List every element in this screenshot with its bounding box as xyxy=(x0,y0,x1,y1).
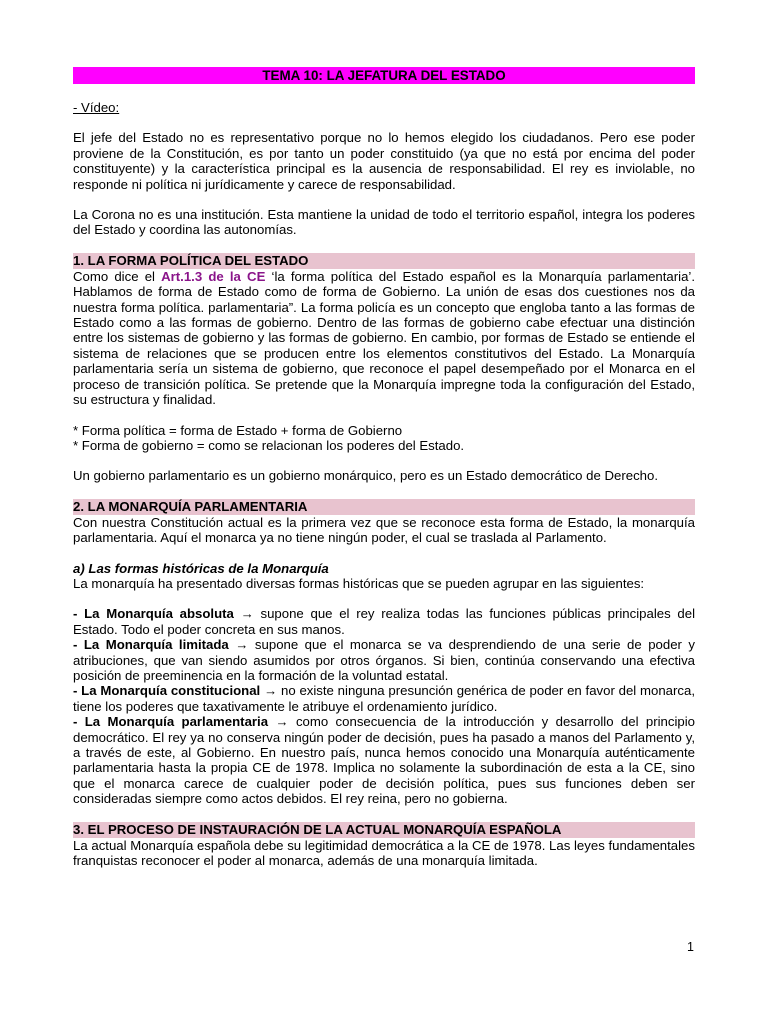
intro-paragraph-2: La Corona no es una institución. Esta mantiene la unidad de todo el territorio español, integra los poderes del Estado y coordina las autonomías. xyxy=(73,207,695,238)
form-text: → supone que el monarca se va desprendiendo de una serie de poder y atribuciones, que van siendo asumidos por otros órganos. Si bien, continúa conservando una efectiva posición de preeminencia en la formación de la voluntad estatal. xyxy=(73,637,696,683)
section-1-paragraph-2: Un gobierno parlamentario es un gobierno monárquico, pero es un Estado democrático de Derecho. xyxy=(73,468,658,484)
form-item-limitada xyxy=(73,637,695,683)
form-label: - La Monarquía absoluta xyxy=(73,606,234,622)
form-text: → supone que el rey realiza todas las funciones públicas principales del Estado. Todo el poder concreta en sus manos. xyxy=(73,606,696,637)
page-title: TEMA 10: LA JEFATURA DEL ESTADO xyxy=(73,67,695,84)
text-fragment: ‘la forma política del Estado español es la Monarquía parlamentaria’. Hablamos de forma de Estado como de forma de Gobierno. La unión de esas dos cuestiones nos da nuestra forma política. parlamentaria”. La forma policía es un concepto que engloba tanto a las formas de Estado como a las formas de gobierno. Dentro de las formas de gobierno cabe efectuar una distinción entre los sistemas de gobierno y las formas de gobierno. En cambio, por formas de Estado se entiende el sistema de relaciones que se producen entre los elementos constitutivos del Estado. La Monarquía parlamentaria sería un sistema de gobierno, que reconoce el papel desempeñado por el Monarca en el proceso de transición política. Se pretende que la Monarquía impregne toda la configuración del Estado, su estructura y finalidad. xyxy=(73,268,695,408)
section-1-heading: 1. LA FORMA POLÍTICA DEL ESTADO xyxy=(73,253,695,269)
note-2: * Forma de gobierno = como se relacionan los poderes del Estado. xyxy=(73,437,465,453)
form-label: - La Monarquía limitada xyxy=(73,637,229,653)
page-number: 1 xyxy=(687,940,694,954)
section-2-paragraph-1: Con nuestra Constitución actual es la primera vez que se reconoce esta forma de Estado, la monarquía parlamentaria. Aquí el monarca ya no tiene ningún poder, el cual se traslada al Parlamento. xyxy=(73,514,695,546)
form-item-constitucional xyxy=(73,683,695,714)
form-label: - La Monarquía parlamentaria xyxy=(73,714,269,730)
subsection-heading: a) Las formas históricas de la Monarquía xyxy=(73,560,329,576)
document-body xyxy=(73,67,695,883)
section-3-paragraph-1: La actual Monarquía española debe su legitimidad democrática a la CE de 1978. Las leyes fundamentales franquistas reconocer el poder al monarca, además de una monarquía limitada. xyxy=(73,837,695,869)
form-text: → no existe ninguna presunción genérica de poder en favor del monarca, tiene los poderes que taxativamente le atribuye el ordenamiento jurídico. xyxy=(73,683,695,714)
text-fragment: Como dice el xyxy=(73,268,162,284)
form-label: - La Monarquía constitucional xyxy=(73,683,261,699)
form-text: → como consecuencia de la introducción y desarrollo del principio democrático. El rey ya no conserva ningún poder de decisión, pues ha pasado a manos del Parlamento y, a través de este, al Gobierno. En nuestro país, nunca hemos conocido una Monarquía auténticamente parlamentaria hasta la propia CE de 1978. Implica no solamente la subordinación de esta a la CE, sino que el monarca carece de cualquier poder de decisión política, pues sus funciones deben ser consideradas siempre como actos debidos. El rey reina, pero no gobierna. xyxy=(73,714,695,807)
note-1: * Forma política = forma de Estado + forma de Gobierno xyxy=(73,422,403,438)
section-2-heading: 2. LA MONARQUÍA PARLAMENTARIA xyxy=(73,499,695,515)
subsection-intro: La monarquía ha presentado diversas formas históricas que se pueden agrupar en las siguientes: xyxy=(73,575,645,591)
form-item-absoluta xyxy=(73,606,695,637)
video-label: - Vídeo: xyxy=(73,100,120,115)
article-reference: Art.1.3 de la CE xyxy=(161,268,266,284)
intro-paragraph-1: El jefe del Estado no es representativo porque no lo hemos elegido los ciudadanos. Pero ese poder proviene de la Constitución, es por tanto un poder constituido (ya que no está por encima del poder constituyente) y la característica principal es la ausencia de responsabilidad. El rey es inviolable, no responde ni política ni jurídicamente y carece de responsabilidad. xyxy=(73,130,695,192)
section-1-paragraph-1 xyxy=(73,269,695,408)
section-3-heading: 3. EL PROCESO DE INSTAURACIÓN DE LA ACTUAL MONARQUÍA ESPAÑOLA xyxy=(73,822,695,838)
spacer xyxy=(73,807,695,822)
form-item-parlamentaria xyxy=(73,714,695,806)
